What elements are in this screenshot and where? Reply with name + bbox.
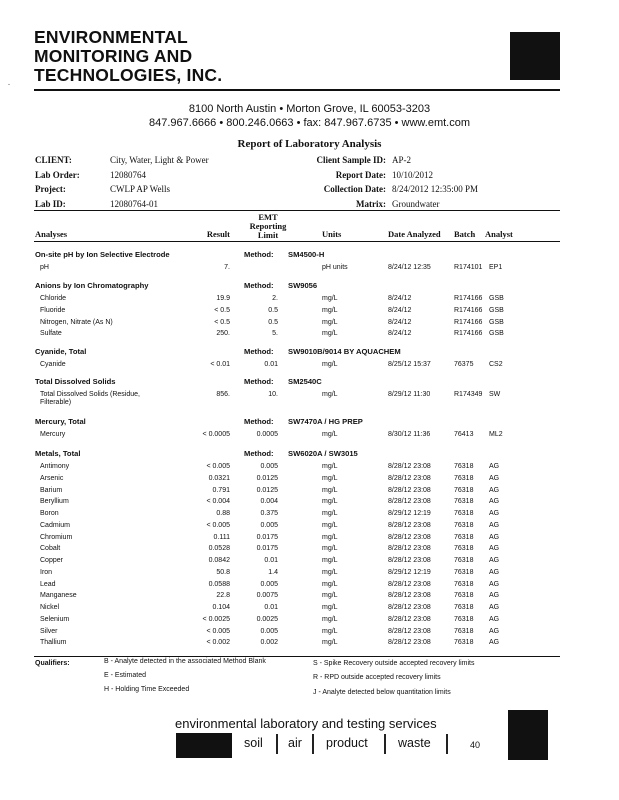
col-rl-line3: Limit — [257, 230, 279, 240]
col-analyst: Analyst — [485, 229, 513, 239]
date-analyzed: 8/24/12 — [388, 306, 412, 314]
analyst: AG — [489, 604, 500, 611]
reporting-limit: 0.002 — [260, 639, 278, 647]
lab-order-value: 12080764 — [110, 170, 146, 180]
result-value: 0.104 — [212, 604, 230, 611]
qualifier-r: R - RPD outside accepted recovery limits — [313, 674, 441, 681]
analyte-name: Nickel — [40, 604, 60, 611]
batch: 76318 — [454, 533, 474, 541]
date-analyzed: 8/28/12 23:08 — [388, 592, 431, 600]
col-result: Result — [206, 229, 230, 239]
result-value: 0.0321 — [208, 474, 230, 482]
result-value: < 0.5 — [214, 318, 230, 326]
page-number: 40 — [470, 740, 481, 750]
result-value: 0.791 — [212, 486, 230, 494]
result-value: 0.88 — [216, 510, 230, 517]
analyst: GSB — [489, 306, 504, 314]
footer-bar — [176, 733, 232, 758]
analyte-name: Nitrogen, Nitrate (As N) — [40, 318, 113, 326]
analyst: AG — [489, 510, 500, 517]
contact-line: 847.967.6666 • 800.246.0663 • fax: 847.967.6735 • www.emt.com — [149, 117, 470, 129]
batch: 76318 — [454, 627, 474, 635]
analyte-name: Thallium — [40, 639, 67, 647]
units: mg/L — [322, 498, 338, 506]
matrix-label: Matrix: — [356, 199, 386, 209]
analyst: GSB — [489, 295, 504, 302]
result-value: < 0.5 — [214, 306, 230, 314]
col-analyses: Analyses — [35, 229, 68, 239]
company-name — [34, 28, 222, 85]
analyst: AG — [489, 474, 500, 482]
batch: R174166 — [454, 295, 483, 302]
address: 8100 North Austin • Morton Grove, IL 60053-3203 — [188, 103, 431, 115]
batch: 76318 — [454, 568, 474, 576]
result-value: 22.8 — [216, 592, 230, 600]
batch: 76318 — [454, 463, 474, 470]
units: mg/L — [322, 510, 338, 517]
batch: 76318 — [454, 510, 474, 517]
batch: 76318 — [454, 557, 474, 564]
batch: 76318 — [454, 580, 474, 588]
section-method: SW9056 — [288, 281, 318, 290]
result-value: < 0.005 — [206, 627, 230, 635]
section-method-label: Method: — [244, 377, 274, 386]
batch: 76318 — [454, 604, 474, 611]
analyst: EP1 — [489, 264, 503, 271]
date-analyzed: 8/24/12 12:35 — [388, 264, 431, 271]
reporting-limit: 0.0175 — [256, 545, 278, 553]
analyst: GSB — [489, 318, 504, 326]
col-rl-line2: Reporting — [249, 221, 287, 231]
sample-id-label: Client Sample ID: — [316, 155, 386, 165]
date-analyzed: 8/24/12 — [388, 318, 412, 326]
section-title: Cyanide, Total — [35, 347, 87, 356]
col-date-analyzed: Date Analyzed — [388, 229, 441, 239]
analyst: AG — [489, 557, 500, 564]
result-value: 19.9 — [216, 295, 230, 302]
date-analyzed: 8/28/12 23:08 — [388, 615, 431, 623]
units: pH units — [322, 264, 348, 271]
company-line-1: ENVIRONMENTAL — [34, 27, 188, 47]
batch: 76318 — [454, 639, 474, 647]
analyst: AG — [489, 580, 500, 588]
reporting-limit: 0.0125 — [256, 474, 278, 482]
analyte-name: Silver — [40, 627, 58, 635]
date-analyzed: 8/28/12 23:08 — [388, 639, 431, 647]
section-method-label: Method: — [244, 347, 274, 356]
date-analyzed: 8/29/12 12:19 — [388, 510, 431, 517]
reporting-limit: 0.005 — [260, 521, 278, 529]
section-method: SW7470A / HG PREP — [288, 417, 363, 426]
matrix-value: Groundwater — [392, 199, 440, 209]
batch: 76318 — [454, 474, 474, 482]
analyst: AG — [489, 521, 500, 529]
date-analyzed: 8/28/12 23:08 — [388, 580, 431, 588]
units: mg/L — [322, 627, 338, 635]
units: mg/L — [322, 580, 338, 588]
qualifier-h: H - Holding Time Exceeded — [104, 686, 190, 693]
analyte-name: Lead — [40, 580, 56, 588]
units: mg/L — [322, 330, 338, 338]
analyte-name: Beryllium — [40, 498, 69, 506]
analyte-name: Cyanide — [40, 361, 66, 368]
reporting-limit: 0.0125 — [256, 486, 278, 494]
columns-rule — [34, 241, 560, 242]
result-value: < 0.0025 — [202, 615, 230, 623]
company-line-2: MONITORING AND — [34, 46, 193, 66]
reporting-limit: 0.5 — [268, 306, 278, 314]
sample-id-value: AP-2 — [392, 155, 412, 165]
collection-date-value: 8/24/2012 12:35:00 PM — [392, 184, 479, 194]
units: mg/L — [322, 474, 338, 482]
analyst: AG — [489, 627, 500, 635]
client-value: City, Water, Light & Power — [110, 155, 209, 165]
units: mg/L — [322, 615, 338, 623]
analyte-name: Iron — [40, 568, 53, 576]
result-value: < 0.002 — [206, 639, 230, 647]
footer-logo-block — [508, 710, 548, 760]
batch: R174101 — [454, 264, 483, 271]
units: mg/L — [322, 486, 338, 494]
section-method: SW6020A / SW3015 — [288, 449, 358, 458]
result-value: 50.8 — [216, 568, 230, 576]
batch: 76375 — [454, 361, 474, 368]
report-date-label: Report Date: — [335, 170, 386, 180]
footer-soil: soil — [244, 736, 263, 750]
units: mg/L — [322, 592, 338, 600]
analyte-name: Selenium — [40, 615, 70, 623]
analyte-name: Cobalt — [40, 545, 61, 553]
units: mg/L — [322, 391, 338, 398]
section-method-label: Method: — [244, 281, 274, 290]
project-label: Project: — [35, 184, 66, 194]
reporting-limit: 5. — [272, 330, 278, 338]
result-value: 0.0528 — [208, 545, 230, 553]
section-method-label: Method: — [244, 417, 274, 426]
batch: 76318 — [454, 486, 474, 494]
units: mg/L — [322, 306, 338, 314]
batch: R174349 — [454, 391, 483, 398]
date-analyzed: 8/30/12 11:36 — [388, 431, 431, 438]
analyst: AG — [489, 568, 500, 576]
reporting-limit: 0.0025 — [256, 615, 278, 623]
date-analyzed: 8/28/12 23:08 — [388, 498, 431, 506]
batch: R174166 — [454, 306, 483, 314]
units: mg/L — [322, 557, 338, 564]
analyst: GSB — [489, 330, 504, 338]
analyte-name: Mercury — [40, 431, 66, 438]
analyst: AG — [489, 639, 500, 647]
analyst: AG — [489, 592, 500, 600]
section-title: Anions by Ion Chromatography — [35, 281, 149, 290]
section-method: SM2540C — [288, 377, 322, 386]
result-value: 0.111 — [213, 533, 230, 541]
analyte-name: Boron — [40, 510, 59, 517]
date-analyzed: 8/28/12 23:08 — [388, 463, 431, 470]
analyte-name: Barium — [40, 486, 63, 494]
units: mg/L — [322, 295, 338, 302]
analyte-name: Manganese — [40, 592, 77, 600]
reporting-limit: 0.375 — [260, 510, 278, 517]
section-method-label: Method: — [244, 250, 274, 259]
analyte-name: Sulfate — [40, 330, 62, 338]
lab-order-label: Lab Order: — [35, 170, 80, 180]
units: mg/L — [322, 639, 338, 647]
units: mg/L — [322, 521, 338, 529]
batch: 76318 — [454, 498, 474, 506]
logo-block — [510, 32, 560, 80]
batch: R174166 — [454, 330, 483, 338]
analyst: SW — [489, 391, 501, 398]
reporting-limit: 0.01 — [264, 557, 278, 564]
analyte-name: Arsenic — [40, 474, 64, 482]
date-analyzed: 8/28/12 23:08 — [388, 521, 431, 529]
lab-id-value: 12080764-01 — [110, 199, 158, 209]
reporting-limit: 0.004 — [260, 498, 278, 506]
lab-id-label: Lab ID: — [35, 199, 66, 209]
qualifier-j: J - Analyte detected below quantitation limits — [313, 689, 451, 696]
footer-product: product — [326, 736, 368, 750]
analyte-name: Cadmium — [40, 521, 70, 529]
units: mg/L — [322, 463, 338, 470]
client-label: CLIENT: — [35, 155, 72, 165]
info-rule — [34, 210, 560, 211]
footer-air: air — [288, 736, 302, 750]
units: mg/L — [322, 533, 338, 541]
batch: R174166 — [454, 318, 483, 326]
qualifier-e: E - Estimated — [104, 672, 147, 679]
reporting-limit: 0.01 — [264, 604, 278, 611]
reporting-limit: 0.005 — [260, 463, 278, 470]
analyst: AG — [489, 498, 500, 506]
section-method: SW9010B/9014 BY AQUACHEM — [288, 347, 401, 356]
date-analyzed: 8/28/12 23:08 — [388, 557, 431, 564]
analyte-name: Fluoride — [40, 306, 66, 314]
result-value: < 0.01 — [210, 361, 230, 368]
col-batch: Batch — [454, 229, 476, 239]
result-value: 0.0588 — [208, 580, 230, 588]
date-analyzed: 8/28/12 23:08 — [388, 545, 431, 553]
footer-divider-4 — [446, 734, 448, 754]
section-title: On-site pH by Ion Selective Electrode — [35, 250, 170, 259]
date-analyzed: 8/28/12 23:08 — [388, 604, 431, 611]
result-value: 7. — [224, 264, 230, 271]
analyst: AG — [489, 533, 500, 541]
col-rl-line1: EMT — [258, 212, 278, 222]
result-value: < 0.005 — [206, 521, 230, 529]
reporting-limit: 1.4 — [268, 568, 278, 576]
result-value: < 0.0005 — [202, 431, 230, 438]
units: mg/L — [322, 545, 338, 553]
qualifiers-label: Qualifiers: — [35, 660, 70, 667]
reporting-limit: 0.5 — [268, 318, 278, 326]
analyte-name: Total Dissolved Solids (Residue, Filterable) — [40, 391, 140, 406]
reporting-limit: 10. — [268, 391, 278, 398]
result-value: 856. — [216, 391, 230, 398]
section-title: Total Dissolved Solids — [35, 377, 116, 386]
project-value: CWLP AP Wells — [110, 184, 170, 194]
qualifier-b: B - Analyte detected in the associated Method Blank — [104, 658, 266, 665]
result-value: 250. — [216, 330, 230, 338]
analyst: AG — [489, 615, 500, 623]
analyst: ML2 — [489, 431, 503, 438]
col-units: Units — [322, 229, 342, 239]
company-line-3: TECHNOLOGIES, INC. — [34, 65, 223, 85]
batch: 76318 — [454, 521, 474, 529]
batch: 76413 — [454, 431, 474, 438]
reporting-limit: 0.0005 — [256, 431, 278, 438]
result-value: < 0.005 — [206, 463, 230, 470]
batch: 76318 — [454, 545, 474, 553]
analyst: AG — [489, 545, 500, 553]
analyte-name: Antimony — [40, 463, 70, 470]
batch: 76318 — [454, 592, 474, 600]
footer-divider-1 — [276, 734, 278, 754]
analyte-name: Chromium — [40, 533, 73, 541]
section-title: Metals, Total — [35, 449, 81, 458]
footer-divider-2 — [312, 734, 314, 754]
date-analyzed: 8/29/12 12:19 — [388, 568, 431, 576]
result-value: 0.0842 — [208, 557, 230, 564]
reporting-limit: 0.005 — [260, 580, 278, 588]
analyte-name: pH — [40, 264, 49, 271]
units: mg/L — [322, 361, 338, 368]
units: mg/L — [322, 431, 338, 438]
reporting-limit: 0.005 — [260, 627, 278, 635]
footer-waste: waste — [398, 736, 431, 750]
analyst: CS2 — [489, 361, 503, 368]
date-analyzed: 8/25/12 15:37 — [388, 361, 431, 368]
date-analyzed: 8/28/12 23:08 — [388, 533, 431, 541]
report-title: Report of Laboratory Analysis — [237, 138, 382, 150]
date-analyzed: 8/29/12 11:30 — [388, 391, 431, 398]
analyte-name: Copper — [40, 557, 63, 564]
date-analyzed: 8/24/12 — [388, 330, 412, 338]
reporting-limit: 2. — [272, 295, 278, 302]
footer-divider-3 — [384, 734, 386, 754]
reporting-limit: 0.0075 — [256, 592, 278, 600]
date-analyzed: 8/24/12 — [388, 295, 412, 302]
units: mg/L — [322, 568, 338, 576]
units: mg/L — [322, 318, 338, 326]
date-analyzed: 8/28/12 23:08 — [388, 486, 431, 494]
analyst: AG — [489, 463, 500, 470]
date-analyzed: 8/28/12 23:08 — [388, 474, 431, 482]
qualifiers-rule — [34, 656, 560, 657]
date-analyzed: 8/28/12 23:08 — [388, 627, 431, 635]
collection-date-label: Collection Date: — [323, 184, 386, 194]
section-title: Mercury, Total — [35, 417, 86, 426]
section-method: SM4500-H — [288, 250, 325, 259]
reporting-limit: 0.01 — [264, 361, 278, 368]
report-date-value: 10/10/2012 — [392, 170, 434, 180]
analyte-name: Chloride — [40, 295, 67, 302]
batch: 76318 — [454, 615, 474, 623]
reporting-limit: 0.0175 — [256, 533, 278, 541]
units: mg/L — [322, 604, 338, 611]
col-reporting-limit — [238, 213, 298, 240]
analyst: AG — [489, 486, 500, 494]
header-rule — [34, 89, 560, 91]
result-value: < 0.004 — [206, 498, 230, 506]
qualifier-s: S - Spike Recovery outside accepted recovery limits — [313, 660, 475, 667]
margin-mark: ∙ — [8, 80, 10, 89]
section-method-label: Method: — [244, 449, 274, 458]
footer-tagline: environmental laboratory and testing services — [175, 716, 437, 731]
